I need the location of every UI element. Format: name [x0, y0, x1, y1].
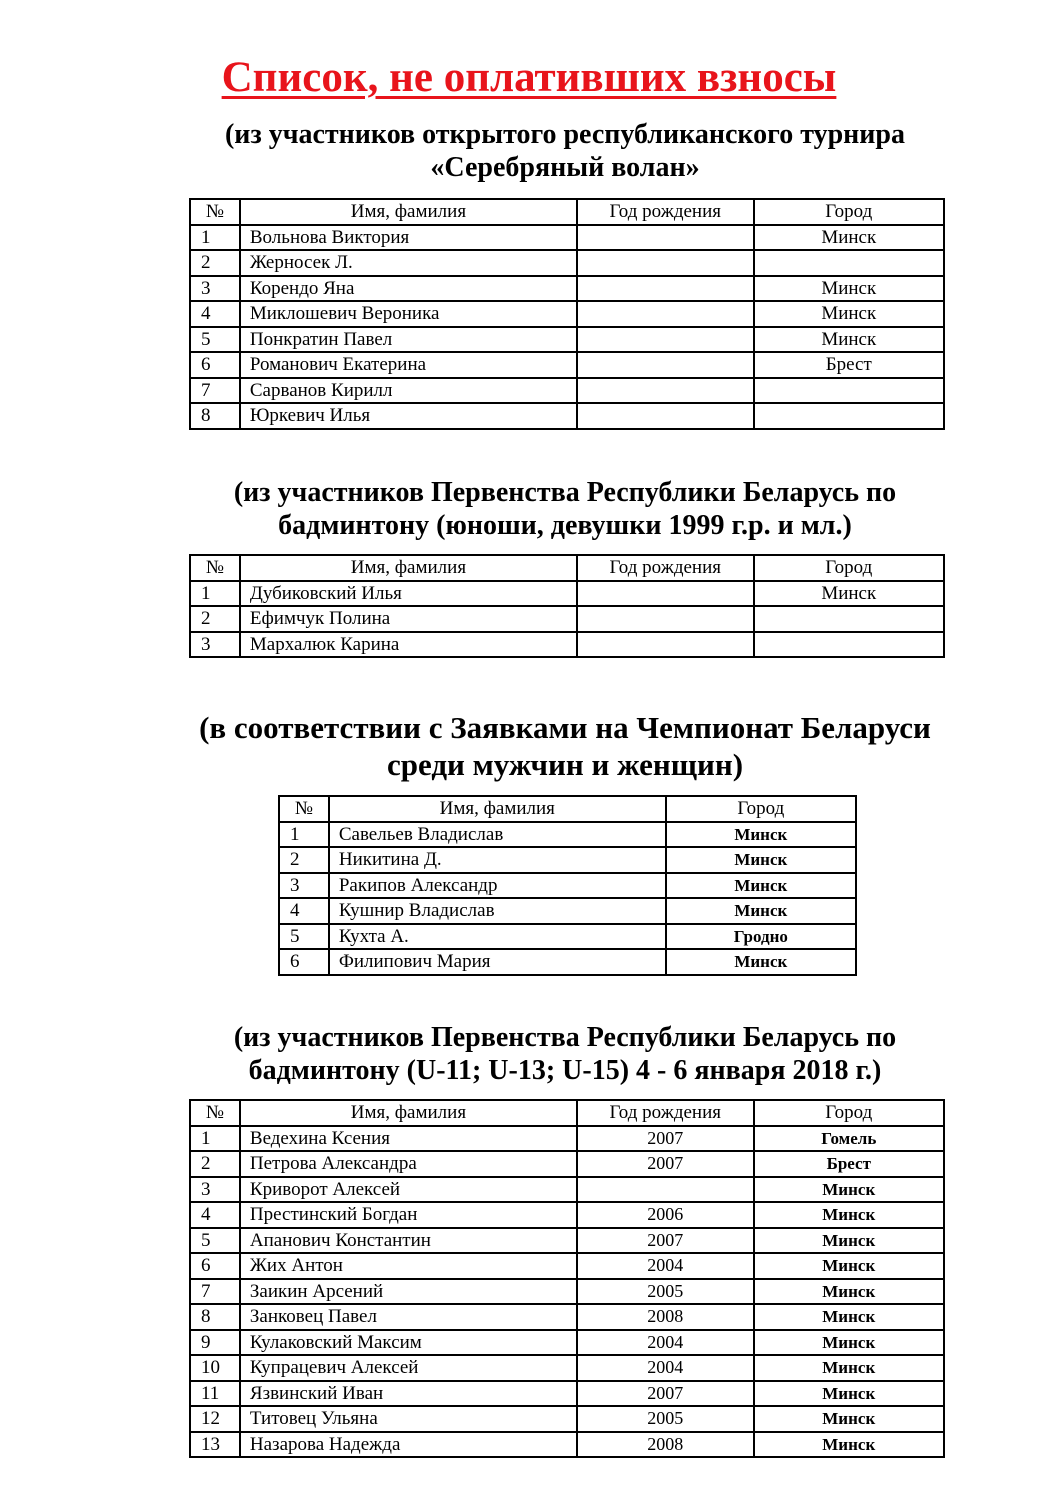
cell-city: [754, 378, 944, 404]
table-row: [190, 327, 944, 353]
cell-year: 2005: [577, 1279, 754, 1305]
cell-num: 3: [190, 276, 240, 302]
cell-year: 2004: [577, 1330, 754, 1356]
cell-city: Минск: [754, 1381, 944, 1407]
cell-name: Титовец Ульяна: [240, 1406, 577, 1432]
cell-num: 7: [190, 378, 240, 404]
cell-year: [577, 1177, 754, 1203]
cell-num: 4: [190, 1202, 240, 1228]
cell-num: 8: [190, 403, 240, 429]
table-row: [190, 606, 944, 632]
section3-heading-line1: (в соответствии с Заявками на Чемпионат Беларуси: [199, 710, 931, 745]
cell-year: 2004: [577, 1355, 754, 1381]
cell-year: [577, 301, 754, 327]
cell-num: 5: [190, 327, 240, 353]
cell-num: 7: [190, 1279, 240, 1305]
table-row: [279, 873, 856, 899]
table-row: [190, 403, 944, 429]
cell-year: 2007: [577, 1126, 754, 1152]
table-row: [279, 822, 856, 848]
section1-heading-line1: (из участников открытого республиканского турнира: [224, 119, 905, 150]
table-row: [190, 250, 944, 276]
table-header-row: [190, 555, 944, 581]
cell-name: Вольнова Виктория: [240, 225, 577, 251]
cell-num: 2: [190, 250, 240, 276]
cell-num: 11: [190, 1381, 240, 1407]
table-row: [190, 1202, 944, 1228]
header-num: №: [190, 555, 240, 581]
cell-num: 6: [190, 352, 240, 378]
cell-city: Минск: [754, 1202, 944, 1228]
cell-num: 6: [190, 1253, 240, 1279]
header-year: Год рождения: [577, 555, 754, 581]
cell-name: Миклошевич Вероника: [240, 301, 577, 327]
table-row: [190, 1406, 944, 1432]
cell-year: 2007: [577, 1381, 754, 1407]
cell-city: Минск: [666, 822, 856, 848]
cell-num: 1: [190, 225, 240, 251]
section2-table: [189, 554, 945, 658]
cell-year: [577, 276, 754, 302]
cell-name: Романович Екатерина: [240, 352, 577, 378]
table-row: [190, 1126, 944, 1152]
header-name: Имя, фамилия: [240, 555, 577, 581]
header-num: №: [190, 199, 240, 225]
cell-city: Минск: [754, 581, 944, 607]
cell-year: 2004: [577, 1253, 754, 1279]
cell-name: Ведехина Ксения: [240, 1126, 577, 1152]
table-row: [190, 581, 944, 607]
cell-city: Гомель: [754, 1126, 944, 1152]
cell-num: 2: [190, 1151, 240, 1177]
cell-city: Минск: [754, 327, 944, 353]
header-num: №: [190, 1100, 240, 1126]
cell-name: Корендо Яна: [240, 276, 577, 302]
table-row: [279, 898, 856, 924]
cell-city: Минск: [754, 1406, 944, 1432]
cell-city: [754, 250, 944, 276]
cell-num: 1: [190, 581, 240, 607]
cell-num: 9: [190, 1330, 240, 1356]
cell-city: Минск: [754, 1279, 944, 1305]
header-city: Город: [666, 796, 856, 822]
section4-table: [189, 1099, 945, 1458]
section3-table: [278, 795, 857, 976]
cell-city: [754, 632, 944, 658]
cell-name: Занковец Павел: [240, 1304, 577, 1330]
cell-year: 2008: [577, 1432, 754, 1458]
cell-num: 3: [190, 632, 240, 658]
table-row: [190, 1330, 944, 1356]
cell-year: [577, 250, 754, 276]
header-name: Имя, фамилия: [329, 796, 666, 822]
cell-name: Савельев Владислав: [329, 822, 666, 848]
cell-num: 3: [190, 1177, 240, 1203]
section1-table: [189, 198, 945, 430]
section1-heading-line2: «Серебряный волан»: [430, 152, 700, 183]
cell-city: Минск: [754, 1177, 944, 1203]
cell-city: Минск: [666, 898, 856, 924]
cell-num: 2: [279, 847, 329, 873]
cell-name: Язвинский Иван: [240, 1381, 577, 1407]
cell-year: 2007: [577, 1151, 754, 1177]
table-row: [190, 1177, 944, 1203]
cell-city: Минск: [754, 1253, 944, 1279]
table-row: [190, 1381, 944, 1407]
cell-city: Минск: [754, 1330, 944, 1356]
table-row: [190, 276, 944, 302]
cell-name: Петрова Александра: [240, 1151, 577, 1177]
cell-name: Кухта А.: [329, 924, 666, 950]
cell-num: 5: [279, 924, 329, 950]
cell-num: 8: [190, 1304, 240, 1330]
header-name: Имя, фамилия: [240, 199, 577, 225]
cell-name: Криворот Алексей: [240, 1177, 577, 1203]
cell-city: Брест: [754, 352, 944, 378]
table-row: [190, 1228, 944, 1254]
section4-heading-line1: (из участников Первенства Республики Беларусь по: [233, 1022, 897, 1053]
table-row: [190, 225, 944, 251]
section4-heading: [150, 1021, 980, 1087]
cell-num: 3: [279, 873, 329, 899]
table-header-row: [190, 1100, 944, 1126]
header-name: Имя, фамилия: [240, 1100, 577, 1126]
table-header-row: [279, 796, 856, 822]
cell-year: 2006: [577, 1202, 754, 1228]
cell-city: Минск: [754, 276, 944, 302]
cell-num: 2: [190, 606, 240, 632]
cell-city: Минск: [754, 1228, 944, 1254]
table-header-row: [190, 199, 944, 225]
table-row: [279, 924, 856, 950]
header-city: Город: [754, 1100, 944, 1126]
cell-year: 2008: [577, 1304, 754, 1330]
cell-city: Минск: [666, 873, 856, 899]
cell-year: [577, 606, 754, 632]
cell-year: [577, 327, 754, 353]
cell-name: Жерносек Л.: [240, 250, 577, 276]
cell-name: Престинский Богдан: [240, 1202, 577, 1228]
cell-name: Жих Антон: [240, 1253, 577, 1279]
cell-name: Никитина Д.: [329, 847, 666, 873]
cell-name: Понкратин Павел: [240, 327, 577, 353]
cell-city: Минск: [754, 301, 944, 327]
cell-year: [577, 225, 754, 251]
cell-name: Ракипов Александр: [329, 873, 666, 899]
cell-name: Апанович Константин: [240, 1228, 577, 1254]
cell-city: Гродно: [666, 924, 856, 950]
cell-year: [577, 632, 754, 658]
cell-city: [754, 606, 944, 632]
cell-year: 2005: [577, 1406, 754, 1432]
cell-city: Брест: [754, 1151, 944, 1177]
cell-name: Назарова Надежда: [240, 1432, 577, 1458]
cell-city: Минск: [754, 1432, 944, 1458]
table-row: [190, 1151, 944, 1177]
header-num: №: [279, 796, 329, 822]
cell-name: Мархалюк Карина: [240, 632, 577, 658]
table-row: [190, 1279, 944, 1305]
cell-name: Филипович Мария: [329, 949, 666, 975]
cell-year: [577, 581, 754, 607]
table-row: [279, 847, 856, 873]
table-row: [190, 632, 944, 658]
cell-name: Кушнир Владислав: [329, 898, 666, 924]
table-row: [190, 352, 944, 378]
cell-name: Заикин Арсений: [240, 1279, 577, 1305]
header-year: Год рождения: [577, 1100, 754, 1126]
table-row: [190, 1432, 944, 1458]
cell-year: [577, 378, 754, 404]
cell-name: Купрацевич Алексей: [240, 1355, 577, 1381]
cell-name: Дубиковский Илья: [240, 581, 577, 607]
document-title: Список, не оплативших взносы: [221, 54, 837, 101]
cell-year: [577, 352, 754, 378]
section3-heading: [140, 709, 990, 783]
cell-num: 4: [190, 301, 240, 327]
cell-num: 6: [279, 949, 329, 975]
cell-name: Сарванов Кирилл: [240, 378, 577, 404]
cell-name: Кулаковский Максим: [240, 1330, 577, 1356]
cell-city: Минск: [666, 847, 856, 873]
cell-num: 1: [279, 822, 329, 848]
cell-year: 2007: [577, 1228, 754, 1254]
header-city: Город: [754, 199, 944, 225]
cell-city: Минск: [754, 1355, 944, 1381]
cell-city: [754, 403, 944, 429]
table-row: [190, 1355, 944, 1381]
cell-city: Минск: [754, 225, 944, 251]
section2-heading-line1: (из участников Первенства Республики Беларусь по: [233, 477, 897, 508]
cell-num: 4: [279, 898, 329, 924]
cell-year: [577, 403, 754, 429]
table-row: [190, 378, 944, 404]
section1-heading: [150, 118, 980, 184]
section3-heading-line2: среди мужчин и женщин): [386, 747, 744, 782]
cell-num: 1: [190, 1126, 240, 1152]
section4-heading-line2: бадминтону (U-11; U-13; U-15) 4 - 6 января 2018 г.): [248, 1055, 882, 1086]
cell-num: 10: [190, 1355, 240, 1381]
cell-num: 5: [190, 1228, 240, 1254]
cell-city: Минск: [666, 949, 856, 975]
header-year: Год рождения: [577, 199, 754, 225]
section2-heading-line2: бадминтону (юноши, девушки 1999 г.р. и мл.): [278, 510, 852, 541]
cell-num: 13: [190, 1432, 240, 1458]
cell-num: 12: [190, 1406, 240, 1432]
section2-heading: [150, 476, 980, 542]
table-row: [279, 949, 856, 975]
cell-name: Юркевич Илья: [240, 403, 577, 429]
table-row: [190, 301, 944, 327]
cell-city: Минск: [754, 1304, 944, 1330]
header-city: Город: [754, 555, 944, 581]
table-row: [190, 1253, 944, 1279]
cell-name: Ефимчук Полина: [240, 606, 577, 632]
table-row: [190, 1304, 944, 1330]
